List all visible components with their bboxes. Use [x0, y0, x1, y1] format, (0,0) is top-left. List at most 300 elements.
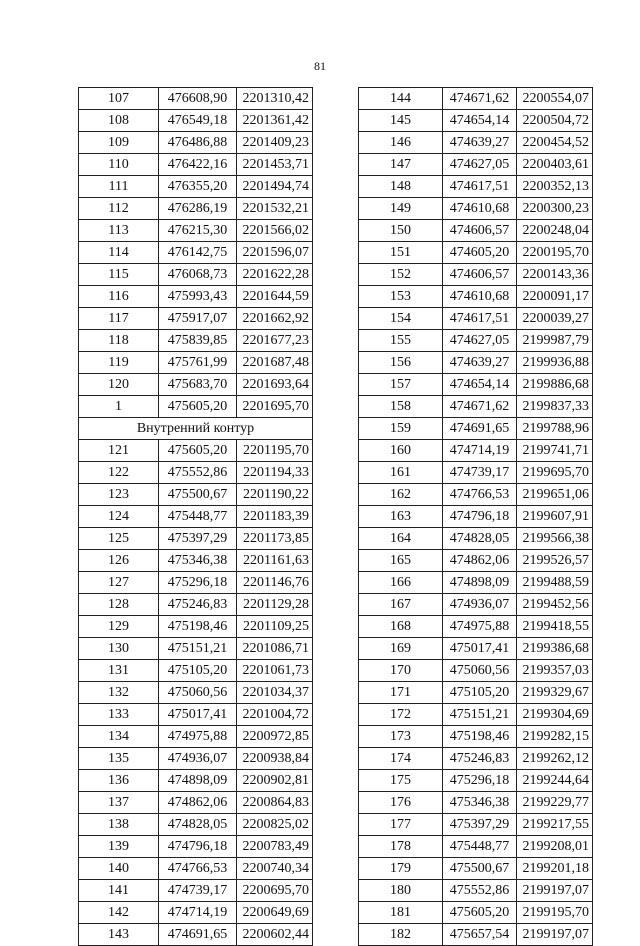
y-coordinate-cell: 2199208,01 — [517, 836, 593, 858]
point-number-cell: 125 — [79, 528, 159, 550]
point-number-cell: 160 — [359, 440, 443, 462]
x-coordinate-cell: 474714,19 — [443, 440, 517, 462]
x-coordinate-cell: 474739,17 — [443, 462, 517, 484]
x-coordinate-cell: 474627,05 — [443, 154, 517, 176]
point-number-cell: 116 — [79, 286, 159, 308]
point-number-cell: 107 — [79, 88, 159, 110]
point-number-cell: 170 — [359, 660, 443, 682]
table-row — [359, 110, 593, 132]
x-coordinate-cell: 474605,20 — [443, 242, 517, 264]
x-coordinate-cell: 475552,86 — [443, 880, 517, 902]
point-number-cell: 124 — [79, 506, 159, 528]
y-coordinate-cell: 2201109,25 — [237, 616, 313, 638]
x-coordinate-cell: 475397,29 — [443, 814, 517, 836]
y-coordinate-cell: 2200695,70 — [237, 880, 313, 902]
point-number-cell: 109 — [79, 132, 159, 154]
point-number-cell: 137 — [79, 792, 159, 814]
point-number-cell: 168 — [359, 616, 443, 638]
y-coordinate-cell: 2200039,27 — [517, 308, 593, 330]
x-coordinate-cell: 474898,09 — [443, 572, 517, 594]
y-coordinate-cell: 2200352,13 — [517, 176, 593, 198]
y-coordinate-cell: 2201622,28 — [237, 264, 313, 286]
x-coordinate-cell: 475017,41 — [159, 704, 237, 726]
table-row — [79, 286, 313, 308]
table-row — [359, 594, 593, 616]
point-number-cell: 139 — [79, 836, 159, 858]
x-coordinate-cell: 475346,38 — [443, 792, 517, 814]
point-number-cell: 161 — [359, 462, 443, 484]
y-coordinate-cell: 2199488,59 — [517, 572, 593, 594]
x-coordinate-cell: 475246,83 — [159, 594, 237, 616]
table-row — [359, 220, 593, 242]
y-coordinate-cell: 2199244,64 — [517, 770, 593, 792]
table-row — [79, 176, 313, 198]
point-number-cell: 149 — [359, 198, 443, 220]
y-coordinate-cell: 2200454,52 — [517, 132, 593, 154]
y-coordinate-cell: 2201687,48 — [237, 352, 313, 374]
y-coordinate-cell: 2201693,64 — [237, 374, 313, 396]
y-coordinate-cell: 2201061,73 — [237, 660, 313, 682]
y-coordinate-cell: 2199329,67 — [517, 682, 593, 704]
point-number-cell: 122 — [79, 462, 159, 484]
table-row — [79, 682, 313, 704]
table-row — [359, 330, 593, 352]
point-number-cell: 177 — [359, 814, 443, 836]
x-coordinate-cell: 476355,20 — [159, 176, 237, 198]
y-coordinate-cell: 2200554,07 — [517, 88, 593, 110]
x-coordinate-cell: 475296,18 — [159, 572, 237, 594]
y-coordinate-cell: 2200783,49 — [237, 836, 313, 858]
x-coordinate-cell: 474654,14 — [443, 374, 517, 396]
table-row — [79, 638, 313, 660]
point-number-cell: 142 — [79, 902, 159, 924]
x-coordinate-cell: 474654,14 — [443, 110, 517, 132]
table-row — [359, 308, 593, 330]
table-row — [79, 308, 313, 330]
coordinates-table-right — [358, 87, 593, 946]
y-coordinate-cell: 2199741,71 — [517, 440, 593, 462]
table-row — [359, 726, 593, 748]
x-coordinate-cell: 474862,06 — [443, 550, 517, 572]
point-number-cell: 157 — [359, 374, 443, 396]
table-row — [79, 484, 313, 506]
table-row — [79, 770, 313, 792]
y-coordinate-cell: 2199201,18 — [517, 858, 593, 880]
point-number-cell: 176 — [359, 792, 443, 814]
table-row — [359, 902, 593, 924]
point-number-cell: 162 — [359, 484, 443, 506]
x-coordinate-cell: 475198,46 — [443, 726, 517, 748]
y-coordinate-cell: 2200864,83 — [237, 792, 313, 814]
y-coordinate-cell: 2199262,12 — [517, 748, 593, 770]
y-coordinate-cell: 2201129,28 — [237, 594, 313, 616]
y-coordinate-cell: 2199282,15 — [517, 726, 593, 748]
x-coordinate-cell: 475839,85 — [159, 330, 237, 352]
point-number-cell: 166 — [359, 572, 443, 594]
y-coordinate-cell: 2199304,69 — [517, 704, 593, 726]
table-row — [79, 616, 313, 638]
point-number-cell: 164 — [359, 528, 443, 550]
x-coordinate-cell: 475151,21 — [159, 638, 237, 660]
x-coordinate-cell: 476486,88 — [159, 132, 237, 154]
y-coordinate-cell: 2199566,38 — [517, 528, 593, 550]
x-coordinate-cell: 475605,20 — [159, 396, 237, 418]
table-row — [359, 242, 593, 264]
table-row — [359, 682, 593, 704]
y-coordinate-cell: 2200649,69 — [237, 902, 313, 924]
point-number-cell: 123 — [79, 484, 159, 506]
x-coordinate-cell: 474796,18 — [443, 506, 517, 528]
y-coordinate-cell: 2199987,79 — [517, 330, 593, 352]
x-coordinate-cell: 475683,70 — [159, 374, 237, 396]
x-coordinate-cell: 474828,05 — [443, 528, 517, 550]
point-number-cell: 113 — [79, 220, 159, 242]
point-number-cell: 173 — [359, 726, 443, 748]
y-coordinate-cell: 2199357,03 — [517, 660, 593, 682]
x-coordinate-cell: 474796,18 — [159, 836, 237, 858]
x-coordinate-cell: 475552,86 — [159, 462, 237, 484]
x-coordinate-cell: 476286,19 — [159, 198, 237, 220]
y-coordinate-cell: 2199195,70 — [517, 902, 593, 924]
table-row — [79, 924, 313, 946]
y-coordinate-cell: 2201173,85 — [237, 528, 313, 550]
point-number-cell: 127 — [79, 572, 159, 594]
table-row — [359, 792, 593, 814]
y-coordinate-cell: 2199526,57 — [517, 550, 593, 572]
y-coordinate-cell: 2200143,36 — [517, 264, 593, 286]
x-coordinate-cell: 476142,75 — [159, 242, 237, 264]
table-row — [359, 374, 593, 396]
table-row — [79, 264, 313, 286]
section-title: Внутренний контур — [79, 418, 313, 440]
x-coordinate-cell: 474862,06 — [159, 792, 237, 814]
table-row — [79, 330, 313, 352]
table-row — [359, 440, 593, 462]
point-number-cell: 118 — [79, 330, 159, 352]
point-number-cell: 172 — [359, 704, 443, 726]
table-row — [79, 374, 313, 396]
point-number-cell: 148 — [359, 176, 443, 198]
table-row — [359, 132, 593, 154]
table-row — [359, 616, 593, 638]
point-number-cell: 114 — [79, 242, 159, 264]
x-coordinate-cell: 474898,09 — [159, 770, 237, 792]
y-coordinate-cell: 2199651,06 — [517, 484, 593, 506]
table-row — [79, 858, 313, 880]
point-number-cell: 138 — [79, 814, 159, 836]
point-number-cell: 156 — [359, 352, 443, 374]
y-coordinate-cell: 2201146,76 — [237, 572, 313, 594]
table-row — [359, 660, 593, 682]
point-number-cell: 112 — [79, 198, 159, 220]
x-coordinate-cell: 474828,05 — [159, 814, 237, 836]
table-row — [79, 792, 313, 814]
table-row — [79, 550, 313, 572]
table-row — [359, 352, 593, 374]
table-row — [359, 198, 593, 220]
table-row — [359, 638, 593, 660]
table-row — [79, 220, 313, 242]
x-coordinate-cell: 474671,62 — [443, 88, 517, 110]
section-row — [79, 418, 313, 440]
point-number-cell: 175 — [359, 770, 443, 792]
table-row — [359, 154, 593, 176]
x-coordinate-cell: 474975,88 — [443, 616, 517, 638]
table-row — [359, 880, 593, 902]
table-row — [359, 418, 593, 440]
table-row — [79, 814, 313, 836]
point-number-cell: 174 — [359, 748, 443, 770]
y-coordinate-cell: 2199217,55 — [517, 814, 593, 836]
x-coordinate-cell: 476215,30 — [159, 220, 237, 242]
point-number-cell: 130 — [79, 638, 159, 660]
table-row — [359, 550, 593, 572]
x-coordinate-cell: 475060,56 — [159, 682, 237, 704]
point-number-cell: 144 — [359, 88, 443, 110]
y-coordinate-cell: 2201677,23 — [237, 330, 313, 352]
table-row — [79, 110, 313, 132]
point-number-cell: 163 — [359, 506, 443, 528]
x-coordinate-cell: 475917,07 — [159, 308, 237, 330]
table-row — [79, 132, 313, 154]
point-number-cell: 150 — [359, 220, 443, 242]
table-row — [79, 440, 313, 462]
point-number-cell: 134 — [79, 726, 159, 748]
point-number-cell: 111 — [79, 176, 159, 198]
x-coordinate-cell: 475346,38 — [159, 550, 237, 572]
y-coordinate-cell: 2199197,07 — [517, 924, 593, 946]
x-coordinate-cell: 474627,05 — [443, 330, 517, 352]
point-number-cell: 158 — [359, 396, 443, 418]
table-row — [359, 770, 593, 792]
x-coordinate-cell: 474606,57 — [443, 220, 517, 242]
y-coordinate-cell: 2199936,88 — [517, 352, 593, 374]
point-number-cell: 121 — [79, 440, 159, 462]
table-row — [79, 836, 313, 858]
y-coordinate-cell: 2200938,84 — [237, 748, 313, 770]
point-number-cell: 110 — [79, 154, 159, 176]
table-row — [79, 528, 313, 550]
y-coordinate-cell: 2201183,39 — [237, 506, 313, 528]
y-coordinate-cell: 2201409,23 — [237, 132, 313, 154]
x-coordinate-cell: 475198,46 — [159, 616, 237, 638]
y-coordinate-cell: 2201494,74 — [237, 176, 313, 198]
y-coordinate-cell: 2199418,55 — [517, 616, 593, 638]
x-coordinate-cell: 474714,19 — [159, 902, 237, 924]
x-coordinate-cell: 475605,20 — [443, 902, 517, 924]
x-coordinate-cell: 475105,20 — [159, 660, 237, 682]
x-coordinate-cell: 475151,21 — [443, 704, 517, 726]
point-number-cell: 179 — [359, 858, 443, 880]
x-coordinate-cell: 474691,65 — [159, 924, 237, 946]
point-number-cell: 146 — [359, 132, 443, 154]
table-row — [359, 88, 593, 110]
y-coordinate-cell: 2200091,17 — [517, 286, 593, 308]
table-row — [79, 594, 313, 616]
x-coordinate-cell: 476422,16 — [159, 154, 237, 176]
y-coordinate-cell: 2201034,37 — [237, 682, 313, 704]
x-coordinate-cell: 474739,17 — [159, 880, 237, 902]
coordinates-table-left — [78, 87, 313, 946]
y-coordinate-cell: 2201310,42 — [237, 88, 313, 110]
y-coordinate-cell: 2201695,70 — [237, 396, 313, 418]
table-row — [359, 528, 593, 550]
point-number-cell: 171 — [359, 682, 443, 704]
x-coordinate-cell: 476068,73 — [159, 264, 237, 286]
point-number-cell: 120 — [79, 374, 159, 396]
point-number-cell: 159 — [359, 418, 443, 440]
y-coordinate-cell: 2200825,02 — [237, 814, 313, 836]
point-number-cell: 115 — [79, 264, 159, 286]
point-number-cell: 167 — [359, 594, 443, 616]
y-coordinate-cell: 2201086,71 — [237, 638, 313, 660]
x-coordinate-cell: 475017,41 — [443, 638, 517, 660]
x-coordinate-cell: 474610,68 — [443, 286, 517, 308]
table-row — [79, 748, 313, 770]
y-coordinate-cell: 2201453,71 — [237, 154, 313, 176]
y-coordinate-cell: 2200740,34 — [237, 858, 313, 880]
x-coordinate-cell: 474691,65 — [443, 418, 517, 440]
point-number-cell: 155 — [359, 330, 443, 352]
table-row — [79, 506, 313, 528]
table-row — [359, 924, 593, 946]
y-coordinate-cell: 2200403,61 — [517, 154, 593, 176]
x-coordinate-cell: 474766,53 — [443, 484, 517, 506]
x-coordinate-cell: 474639,27 — [443, 132, 517, 154]
point-number-cell: 1 — [79, 396, 159, 418]
y-coordinate-cell: 2200195,70 — [517, 242, 593, 264]
point-number-cell: 182 — [359, 924, 443, 946]
y-coordinate-cell: 2201004,72 — [237, 704, 313, 726]
point-number-cell: 152 — [359, 264, 443, 286]
table-row — [79, 880, 313, 902]
table-row — [79, 704, 313, 726]
point-number-cell: 140 — [79, 858, 159, 880]
y-coordinate-cell: 2201161,63 — [237, 550, 313, 572]
table-row — [359, 506, 593, 528]
point-number-cell: 143 — [79, 924, 159, 946]
table-row — [79, 154, 313, 176]
x-coordinate-cell: 476549,18 — [159, 110, 237, 132]
point-number-cell: 178 — [359, 836, 443, 858]
table-row — [359, 462, 593, 484]
y-coordinate-cell: 2199452,56 — [517, 594, 593, 616]
table-row — [359, 286, 593, 308]
table-row — [79, 902, 313, 924]
y-coordinate-cell: 2199886,68 — [517, 374, 593, 396]
x-coordinate-cell: 474766,53 — [159, 858, 237, 880]
x-coordinate-cell: 474606,57 — [443, 264, 517, 286]
y-coordinate-cell: 2201644,59 — [237, 286, 313, 308]
table-row — [359, 264, 593, 286]
x-coordinate-cell: 474610,68 — [443, 198, 517, 220]
table-row — [79, 242, 313, 264]
table-row — [79, 660, 313, 682]
table-row — [359, 484, 593, 506]
x-coordinate-cell: 474671,62 — [443, 396, 517, 418]
y-coordinate-cell: 2201361,42 — [237, 110, 313, 132]
y-coordinate-cell: 2201566,02 — [237, 220, 313, 242]
y-coordinate-cell: 2199607,91 — [517, 506, 593, 528]
x-coordinate-cell: 474617,51 — [443, 308, 517, 330]
table-row — [359, 572, 593, 594]
table-row — [359, 748, 593, 770]
table-row — [79, 396, 313, 418]
point-number-cell: 136 — [79, 770, 159, 792]
x-coordinate-cell: 475761,99 — [159, 352, 237, 374]
y-coordinate-cell: 2201194,33 — [237, 462, 313, 484]
page-number: 81 — [314, 59, 326, 73]
x-coordinate-cell: 475448,77 — [159, 506, 237, 528]
y-coordinate-cell: 2200300,23 — [517, 198, 593, 220]
x-coordinate-cell: 475296,18 — [443, 770, 517, 792]
point-number-cell: 169 — [359, 638, 443, 660]
point-number-cell: 128 — [79, 594, 159, 616]
table-row — [79, 198, 313, 220]
y-coordinate-cell: 2201195,70 — [237, 440, 313, 462]
table-row — [79, 88, 313, 110]
y-coordinate-cell: 2199837,33 — [517, 396, 593, 418]
x-coordinate-cell: 475657,54 — [443, 924, 517, 946]
y-coordinate-cell: 2199197,07 — [517, 880, 593, 902]
point-number-cell: 126 — [79, 550, 159, 572]
point-number-cell: 108 — [79, 110, 159, 132]
y-coordinate-cell: 2200902,81 — [237, 770, 313, 792]
table-row — [359, 396, 593, 418]
x-coordinate-cell: 475105,20 — [443, 682, 517, 704]
x-coordinate-cell: 474936,07 — [443, 594, 517, 616]
point-number-cell: 129 — [79, 616, 159, 638]
point-number-cell: 131 — [79, 660, 159, 682]
point-number-cell: 141 — [79, 880, 159, 902]
y-coordinate-cell: 2199386,68 — [517, 638, 593, 660]
point-number-cell: 132 — [79, 682, 159, 704]
x-coordinate-cell: 475448,77 — [443, 836, 517, 858]
x-coordinate-cell: 475500,67 — [159, 484, 237, 506]
x-coordinate-cell: 474936,07 — [159, 748, 237, 770]
y-coordinate-cell: 2201596,07 — [237, 242, 313, 264]
table-row — [359, 176, 593, 198]
point-number-cell: 135 — [79, 748, 159, 770]
x-coordinate-cell: 474639,27 — [443, 352, 517, 374]
x-coordinate-cell: 474975,88 — [159, 726, 237, 748]
y-coordinate-cell: 2201532,21 — [237, 198, 313, 220]
table-row — [359, 704, 593, 726]
point-number-cell: 147 — [359, 154, 443, 176]
x-coordinate-cell: 474617,51 — [443, 176, 517, 198]
table-row — [79, 462, 313, 484]
y-coordinate-cell: 2199229,77 — [517, 792, 593, 814]
x-coordinate-cell: 475500,67 — [443, 858, 517, 880]
table-row — [359, 836, 593, 858]
y-coordinate-cell: 2200602,44 — [237, 924, 313, 946]
table-row — [79, 572, 313, 594]
table-row — [79, 352, 313, 374]
point-number-cell: 133 — [79, 704, 159, 726]
point-number-cell: 151 — [359, 242, 443, 264]
x-coordinate-cell: 475246,83 — [443, 748, 517, 770]
y-coordinate-cell: 2200972,85 — [237, 726, 313, 748]
y-coordinate-cell: 2199788,96 — [517, 418, 593, 440]
point-number-cell: 165 — [359, 550, 443, 572]
x-coordinate-cell: 476608,90 — [159, 88, 237, 110]
y-coordinate-cell: 2200248,04 — [517, 220, 593, 242]
x-coordinate-cell: 475993,43 — [159, 286, 237, 308]
x-coordinate-cell: 475605,20 — [159, 440, 237, 462]
y-coordinate-cell: 2200504,72 — [517, 110, 593, 132]
y-coordinate-cell: 2199695,70 — [517, 462, 593, 484]
point-number-cell: 119 — [79, 352, 159, 374]
